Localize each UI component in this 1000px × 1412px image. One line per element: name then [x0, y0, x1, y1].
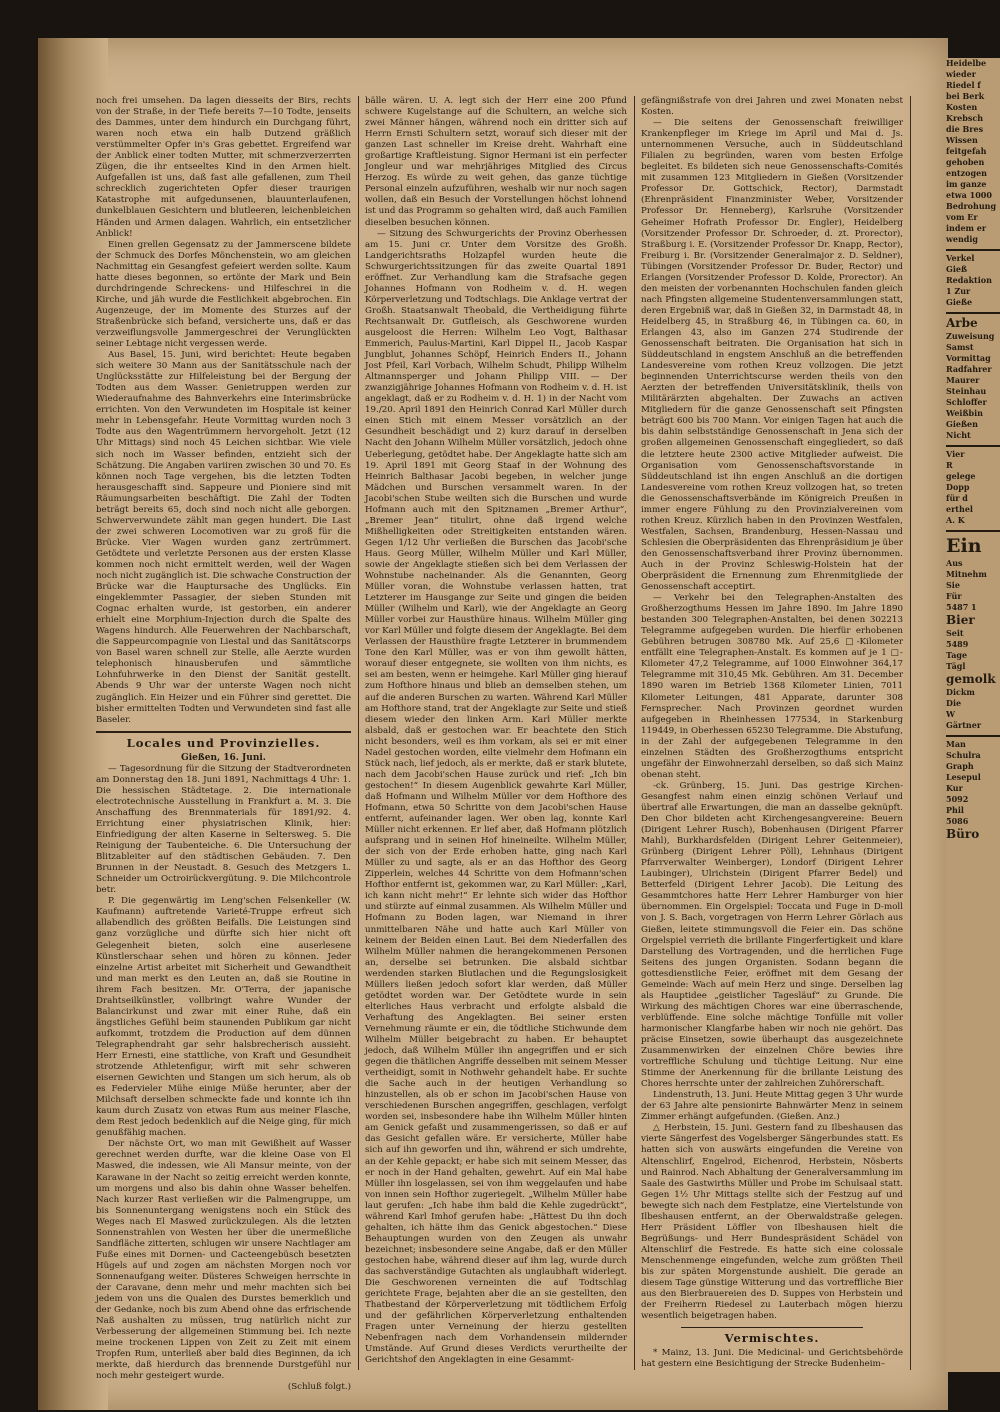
- dateline: Gießen, 16. Juni.: [181, 752, 266, 763]
- adjacent-page-fragment: 5487 1: [946, 602, 977, 612]
- adjacent-page-fragment: Bier: [946, 613, 975, 627]
- column-rule: [358, 96, 359, 1370]
- adjacent-page-fragment: Arbe: [946, 312, 1000, 331]
- adjacent-page-fragment: gemolk: [946, 672, 996, 686]
- col2-paragraph: bälle wären. U. A. legt sich der Herr eine 200 Pfund schwere Kugelstange auf die Schultern, an welche sich zwei Männer hängen, während noch ein dritter sich auf Herrn Ernsti Schultern setzt, worauf sich dieser mit der ganzen Last schneller im Kreise dreht. Wahrhaft eine großartige Kraftleistung. Signor Hermani ist ein perfecter Jongleur und war mehrjähriges Mitglied des Circus Herzog. Es würde zu weit gehen, das ganze tüchtige Personal einzeln aufzuführen, weshalb wir nur noch sagen wollen, daß ein Besuch der Vorstellungen höchst lohnend ist und das Programm so gehalten wird, daß auch Familien dieselben besuchen können.: [365, 96, 627, 228]
- adjacent-page-fragment: Dopp: [946, 482, 970, 492]
- adjacent-page-fragment: Riedel f: [946, 80, 981, 90]
- adjacent-page-fragment: Maurer: [946, 375, 980, 385]
- adjacent-page-fragment: Ein: [946, 530, 1000, 558]
- col3-paragraph: -ck. Grünberg, 15. Juni. Das gestrige Kirchen-Gesangfest nahm einen einzig schönen Verlauf und übertraf alle Erwartungen, die man an dasselbe geknüpft. Den Chor bildeten acht Kirchengesangvereine: Beuern (Dirigent Lehrer Rusch), Bobenhausen (Dirigent Pfarrer Mahl), Burkhardsfelden (Dirigent Lehrer Geitenmeier), Grünberg (Dirigent Lehrer Pöll), Lehnhaus (Dirigent Pfarrverwalter Weinberger), Londorf (Dirigent Lehrer Laubinger), Ulrichstein (Dirigent Pfarrer Bedel) und Betterfeld (Dirigent Lehrer Jacob). Die Leitung des Gesammtchores hatte Herr Lehrer Hamburger von hier übernommen. Ein Orgelspiel: Toccata und Fuge in D-moll von J. S. Bach, vorgetragen von Herrn Lehrer Görlach aus Gießen, leitete stimmungsvoll die Feier ein. Das schöne Orgelspiel verrieth die brillante Fingerfertigkeit und klare Darstellung des Vortragenden, und die herrlichen Fuge Seitens des jungen Organisten. Sodann begann die gottesdienstliche Feier, eröffnet mit dem Gesang der Gemeinde: Wach auf mein Herz und singe. Derselben lag als Hauptidee „geistlicher Tagesläuf“ zu Grunde. Die Wirkung des mächtigen Chores war eine überraschende, verblüffende. Eine solche mächtige Tonfülle mit voller harmonischer Klangfarbe haben wir noch nie gehört. Das präcise Einsetzen, sowie überhaupt das ausgezeichnete Zusammenwirken der einzelnen Chöre bewies ihre vortreffliche Schulung und tüchtige Leitung. Nur eine Stimme der Anerkennung für die brillante Leistung des Chores herrschte unter der zahlreichen Zuhörerschaft.: [641, 780, 903, 1090]
- adjacent-page-fragment: Lesepul: [946, 772, 981, 782]
- col3-paragraph: gefängnißstrafe von drei Jahren und zwei Monaten nebst Kosten.: [641, 96, 903, 118]
- adjacent-page-fragment: im ganze: [946, 179, 987, 189]
- section-divider: [96, 731, 351, 733]
- col1-paragraph: Der nächste Ort, wo man mit Gewißheit auf Wasser gerechnet werden durfte, war die kleine Oase von El Maswed, die indessen, wie Ali Mansur meinte, von der Karawane in der Nacht so zeitig erreicht werden konnte, um morgens und also bis dahin ohne Wasser behelfen. Nach kurzer Rast verließen wir die Palmengruppe, um bis Sonnenuntergang wenigstens noch ein Stück des Weges nach El Maswed zurückzulegen. Als die letzten Sonnenstrahlen von Westen her über die unermeßliche Sandfläche zitterten, schlugen wir unsere Nachtlager am Fuße eines mit Dornen- und Cacteengebüsch besetzten Hügels auf und zogen am nächsten Morgen noch vor Sonnenaufgang weiter. Düsteres Schweigen herrschte in der Caravane, denn mehr und mehr machten sich bei jedem von uns die Qualen des Durstes bemerklich und der Gedanke, noch bis zum Abend ohne das erfrischende Naß aushalten zu müssen, trug natürlich nicht zur Verbesserung der allgemeinen Stimmung bei. Ich nezte meine trockenen Lippen von Zeit zu Zeit mit einem Tropfen Rum, unterließ aber bald dies Beginnen, da ich merkte, daß hierdurch das brennende Durstgefühl nur noch mehr gesteigert wurde.: [96, 1139, 351, 1382]
- adjacent-page-fragment: Nicht: [946, 430, 971, 440]
- adjacent-page-fragment: Mitnehm: [946, 569, 987, 579]
- adjacent-page-fragment: Kur: [946, 783, 963, 793]
- adjacent-page-fragment: gehoben: [946, 157, 985, 167]
- adjacent-page-fragment: bei Berk: [946, 91, 985, 101]
- col1-paragraph: Einen grellen Gegensatz zu der Jammerscene bildete der Schmuck des Dorfes Mönchenstein, wo am gleichen Nachmittag ein Gesangfest gefeiert werden sollte. Kaum hatte dieses begonnen, so ertönte der Mark und Bein durchdringende Schreckens- und Hilfeschrei in die Kirche, und jäh wurde die Festlichkeit abgebrochen. Ein Augenzeuge, der im Momente des Sturzes auf der Straßenbrücke sich befand, versicherte uns, daß er das verzweiflungsvolle Jammergeschrei der Verunglückten seiner Lebtage nicht vergessen werde.: [96, 239, 351, 350]
- court-report: — Sitzung des Schwurgerichts der Provinz Oberhessen am 15. Juni cr. Unter dem Vorsitze des Großh. Landgerichtsraths Holzapfel wurden heute die Schwurgerichtssitzungen für das zweite Quartal 1891 eröffnet. Zur Verhandlung kam die Strafsache gegen Johannes Hofmann von Rodheim v. d. H. wegen Körperverletzung und Todtschlags. Die Anklage vertrat der Großh. Staatsanwalt Theobald, die Vertheidigung führte Rechtsanwalt Dr. Gutfleisch, als Geschworene wurden ausgeloost die Herren: Wilhelm Leo Vogt, Balthasar Emmerich, Paulus-Martini, Karl Dippel II., Jacob Kaspar Jungblut, Johannes Schöpf, Heinrich Enders II., Johann Jost Pfeil, Karl Vorbach, Wilhelm Schudt, Philipp Wilhelm Altmannsperger und Johann Philipp VIII. — Der zwanzigjährige Johannes Hofmann von Rodheim v. d. H. ist angeklagt, daß er zu Rodheim v. d. H. 1) in der Nacht vom 19./20. April 1891 den Heinrich Conrad Karl Müller durch einen Stich mit einem Messer vorsätzlich an der Gesundheit beschädigt und 2) kurz darauf in derselben Nacht den Johann Wilhelm Müller vorsätzlich, jedoch ohne Ueberlegung, getödtet habe. Der Angeklagte hatte sich am 19. April 1891 mit Georg Staaf in der Wohnung des Heinrich Balthasar Jacobi begeben, in welcher junge Mädchen und Burschen versammelt waren. In der Jacobi'schen Stube weilten sich die Burschen und wurde Hofmann auch mit den Spitznamen „Bremer Arthur“, „Bremer Jean“ titulirt, ohne daß irgend welche Mißhelligkeiten oder Streitigkeiten entstanden wären. Gegen 1/12 Uhr verließen die Burschen das Jacobi'sche Haus. Georg Müller, Wilhelm Müller und Karl Müller, sowie der Angeklagte stießen sich bei dem Verlassen der Wohnstube nacheinander. Als die Genannten, Georg Müller voran, die Wohnstube verlassen hatten, trat Letzterer im Hausgange zur Seite und gingen die beiden Müller (Wilhelm und Karl), wie der Angeklagte an Georg Müller vorbei zur Hausthüre hinaus. Wilhelm Müller ging vor Karl Müller und folgte diesem der Angeklagte. Bei dem Verlassen der Hausthüre fragte Letzterer in brummendem Tone den Karl Müller, was er von ihm gewollt hätten, worauf dieser entgegnete, sie wollten von ihm nichts, es sei am besten, wenn er heimgehe. Karl Müller ging hierauf zum Hofthore hinaus und blieb an demselben stehen, um auf die anderen Burschen zu warten. Während Karl Müller am Hofthore stand, trat der Angeklagte zur Seite und stieß diesem wieder den linken Arm. Karl Müller merkte alsbald, daß er gestochen war. Er beachtete den Stich nicht besonders, weil es ihm vorkam, als sei er mit einer Nadel gestochen worden, eilte vielmehr dem Hofmann ein Stück nach, lief jedoch, als er merkte, daß er stark blutete, nach dem Jacobi'schen Hause zurück und rief: „Ich bin gestochen!“ In diesem Augenblick gewahrte Karl Müller, daß Hofmann und Wilhelm Müller vor dem Hofthore des Hofmann, etwa 50 Schritte von dem Jacobi'schen Hause entfernt, aufeinander lagen. Wer oben lag, konnte Karl Müller nicht erkennen. Er lief aber, daß Hofmann plötzlich aufsprang und in seinen Hof hineineilte. Wilhelm Müller, der sich von der Erde erhoben hatte, ging nach Karl Müller zu und sagte, als er an das Hofthor des Georg Zipperlein, welches 44 Schritte von dem Hofmann'schen Hofthor entfernt ist, gekommen war, zu Karl Müller: „Karl, ich kann nicht mehr!“ Er lehnte sich wider das Hofthor und stürzte auf einmal zusammen. Als Wilhelm Müller und Hofmann zu Boden lagen, war Niemand in ihrer unmittelbaren Nähe und hatte auch Karl Müller von keinem der Beiden einen Laut. Bei dem Niederfallen des Wilhelm Müller nahmen die herangekommenen Personen an, derselbe sei betrunken. Die alsbald sichtbar werdenden starken Blutlachen und die Regungslosigkeit Müllers ließen jedoch sofort klar werden, daß Müller getödtet worden war. Der Getödtete wurde in sein elterliches Haus verbracht und erfolgte alsbald die Verhaftung des Angeklagten. Bei seiner ersten Vernehmung räumte er ein, die tödtliche Stichwunde dem Wilhelm Müller beigebracht zu haben. Er behauptet jedoch, daß Wilhelm Müller ihn angegriffen und er sich gegen die thätlichen Angriffe desselben mit seinem Messer vertheidigt, somit in Nothwehr gehandelt habe. Er suchte die Sache auch in der heutigen Verhandlung so hinzustellen, als ob er schon im Jacobi'schen Hause von verschiedenen Burschen angegriffen, geschlagen, verfolgt worden sei, insbesondere habe ihn Wilhelm Müller hinten am Genick gefaßt und zusammengerissen, so daß er auf das Gesicht gefallen wäre. Er versicherte, Müller habe sich auf ihn geworfen und ihn, während er sich umdrehte, an der Kehle gepackt; er habe sich mit seinem Messer, das er noch in der Hand gehalten, gewehrt. Auf ein Mal habe Müller ihn losgelassen, sei von ihm weggelaufen und habe von innen sein Hofthor zugeriegelt. „Wilhelm Müller habe laut gerufen: „Ich habe ihm bald die Kehle zugedrückt“, während Karl Imhof gerufen habe: „Hättest Du ihn doch gehalten, ich hätte ihm das Genick abgestochen.“ Diese Behauptungen wurden von den Zeugen als unwahr bezeichnet; insbesondere seine Angabe, daß er den Müller gestochen habe, während dieser auf ihm lag, wurde durch das sachverständige Gutachten als unglaubhaft widerlegt. Die Geschworenen verneinten die auf Todtschlag gerichtete Frage, bejahten aber die an sie gestellten, den Thatbestand der Körperverletzung mit tödtlichem Erfolg und der gefährlichen Körperverletzung enthaltenden Fragen unter Verneinung der hierzu gestellten Nebenfragen nach dem Vorhandensein mildernder Umstände. Auf Grund dieses Verdicts verurtheilte der Gerichtshof den Angeklagten in eine Gesammt-: [365, 228, 627, 1366]
- adjacent-page-fragment: Gieße: [946, 297, 973, 307]
- adjacent-page-fragment: Heidelbe: [946, 58, 987, 68]
- section-divider: [681, 1327, 863, 1328]
- adjacent-page-fragment: Zuweisung: [946, 331, 995, 341]
- adjacent-page-fragment: vom Er: [946, 212, 978, 222]
- adjacent-page-fragment: Schulra: [946, 750, 981, 760]
- newspaper-page: [38, 38, 948, 1410]
- adjacent-page-fragment: Verkel: [946, 249, 1000, 264]
- adjacent-page-fragment: Man: [946, 735, 1000, 750]
- adjacent-page-fragment: Redaktion: [946, 275, 992, 285]
- adjacent-page-edge: [946, 58, 1000, 1372]
- adjacent-page-fragment: 1 Zur: [946, 286, 971, 296]
- col3-paragraph: * Mainz, 13. Juni. Die Medicinal- und Gerichtsbehörde hat gestern eine Besichtigung der Strecke Budenheim–: [641, 1348, 903, 1370]
- adjacent-page-fragment: Seit: [946, 628, 964, 638]
- adjacent-page-fragment: wieder: [946, 69, 976, 79]
- adjacent-page-fragment: Graph: [946, 761, 974, 771]
- adjacent-page-fragment: Schloffer: [946, 397, 987, 407]
- col3-paragraph: — Verkehr bei den Telegraphen-Anstalten des Großherzogthums Hessen im Jahre 1890. Im Jahre 1890 bestanden 300 Telegraphen-Anstalten, bei denen 302213 Telegramme aufgegeben wurden. Die hierfür erhobenen Gebühren betrugen 308780 Mk. Auf 25,6 □-Kilometer entfällt eine Telegraphen-Anstalt. Es kommen auf je 1 □-Kilometer 47,2 Telegramme, auf 1000 Einwohner 364,17 Telegramme mit 310,45 Mk. Gebühren. Am 31. December 1890 waren im Betrieb 1368 Kilometer Linien, 7011 Kilometer Leitungen, 481 Apparate, darunter 308 Fernsprecher. Nach Provinzen geordnet wurden aufgegeben in Rheinhessen 177534, in Starkenburg 119449, in Oberhessen 65230 Telegramme. Die Abstufung, in der Zahl der aufgegebenen Telegramme in den einzelnen Städten des Großherzogthums entspricht ungefähr der Einwohnerzahl derselben, so daß sich Mainz obenan steht.: [641, 593, 903, 780]
- adjacent-page-fragment: Steinhau: [946, 386, 987, 396]
- adjacent-page-fragment: Büro: [946, 827, 980, 841]
- adjacent-page-fragment: Weißbin: [946, 408, 983, 418]
- adjacent-page-fragment: Phil: [946, 805, 964, 815]
- col1-paragraph: noch frei umsehen. Da lagen diesseits der Birs, rechts von der Straße, in der Tiefe bereits 7—10 Todte, jenseits des Dammes, unter dem hindurch ein Durchgang führt, waren noch etwa ein halb Dutzend gräßlich verstümmelter Opfer in's Gras gebettet. Ergreifend war der Anblick einer todten Mutter, mit schmerzverzerrten Zügen, die ihr entseeltes Kind in den Armen hielt. Aufgefallen ist uns, daß fast alle gefallenen, zum Theil schrecklich zugerichteten Opfer dieser traurigen Katastrophe mit aufgedunsenen, blauunterlaufenen, dunkelblauen Gesichtern und blutleeren, leichenbleichen Händen und Armen dalagen. Wahrlich, ein entsetzlicher Anblick!: [96, 96, 351, 239]
- adjacent-page-fragment: 5092: [946, 794, 969, 804]
- column-2: [365, 96, 627, 1370]
- adjacent-page-fragment: Wissen: [946, 135, 978, 145]
- adjacent-page-fragment: Gießen: [946, 419, 978, 429]
- adjacent-page-fragment: erthel: [946, 504, 973, 514]
- adjacent-page-fragment: Für: [946, 591, 962, 601]
- column-rule: [910, 96, 911, 1370]
- adjacent-page-fragment: Radfahrer: [946, 364, 992, 374]
- adjacent-page-fragment: Bedrohung: [946, 201, 997, 211]
- adjacent-page-fragment: Aus: [946, 558, 963, 568]
- section-heading: Vermischtes.: [724, 1331, 820, 1346]
- adjacent-page-fragment: die Bres: [946, 124, 984, 134]
- adjacent-page-fragment: Kosten: [946, 102, 978, 112]
- section-heading: Locales und Provinzielles.: [126, 735, 321, 750]
- adjacent-page-fragment: A. K: [946, 515, 965, 525]
- adjacent-page-fragment: feitgefah: [946, 146, 987, 156]
- adjacent-page-fragment: wendig: [946, 234, 979, 244]
- adjacent-page-fragment: etwa 1000: [946, 190, 992, 200]
- adjacent-page-fragment: 5086: [946, 816, 969, 826]
- adjacent-page-fragment: Gärtner: [946, 720, 982, 730]
- column-3: [641, 96, 903, 1370]
- adjacent-page-fragment: entzogen: [946, 168, 987, 178]
- col1-paragraph: P. Die gegenwärtig im Leng'schen Felsenkeller (W. Kaufmann) auftretende Varieté-Truppe erfreut sich allabendlich des größten Beifalls. Die Leistungen sind ganz vorzügliche und dürfte sich hier nicht oft Gelegenheit bieten, solch eine auserlesene Künstlerschaar sehen und hören zu können. Jeder einzelne Artist arbeitet mit Sicherheit und Gewandtheit und man merkt es den Leuten an, daß sie Routine in ihrem Fach besitzen. Mr. O'Terra, der japanische Drahtseilkünstler, vollbringt wahre Wunder der Balancirkunst und zwar mit einer Ruhe, daß ein ängstliches Gefühl beim staunenden Publikum gar nicht aufkommt, trotzdem die Production auf dem dünnen Telegraphendraht gar sehr halsbrecherisch aussieht. Herr Ernesti, eine stattliche, von Kraft und Gesundheit strotzende Athletenfigur, wirft mit sehr schweren eisernen Gewichten und Stangen um sich herum, als ob es Federvieler Mühe einige Müße herunter, aber der Milchsaft derselben schmeckte fade und konnte ich ihn kaum durch Zusatz von etwas Rum aus meiner Flasche, dem Rest jedoch bedenklich auf die Neige ging, für mich genußfähig machen.: [96, 896, 351, 1139]
- adjacent-page-fragment: W: [946, 709, 955, 719]
- adjacent-page-fragment: Gieß: [946, 264, 968, 274]
- adjacent-page-fragment: Krebsch: [946, 113, 984, 123]
- adjacent-page-fragment: Tägl: [946, 661, 966, 671]
- adjacent-page-fragment: indem er: [946, 223, 987, 233]
- adjacent-page-fragment: Dickm: [946, 687, 975, 697]
- column-rule: [634, 96, 635, 1370]
- adjacent-page-fragment: 5489: [946, 639, 969, 649]
- adjacent-page-fragment: Samst: [946, 342, 974, 352]
- column-1: [96, 96, 351, 1393]
- continued-note: (Schluß folgt.): [287, 1382, 351, 1393]
- adjacent-page-fragment: Vier: [946, 445, 1000, 460]
- col3-paragraph: — Die seitens der Genossenschaft freiwilliger Krankenpfleger im Kriege im April und Mai d. Js. unternommenen Versuche, auch in Süddeutschland Filialen zu begründen, waren vom besten Erfolge begleitet. Es bildeten sich neue Genossenschafts-Comités mit zusammen 123 Mitgliedern in Gießen (Vorsitzender Professor Dr. Gottschick, Rector), Darmstadt (Ehrenpräsident Finanzminister Weber, Vorsitzender Professor Dr. Henneberg), Karlsruhe (Vorsitzender Geheimer Hofrath Professor Dr. Engler), Heidelberg (Vorsitzender Professor Dr. Schroeder, d. zt. Prorector), Straßburg i. E. (Vorsitzender Professor Dr. Knapp, Rector), Freiburg i. Br. (Vorsitzender Generalmajor z. D. Seldner), Tübingen (Vorsitzender Professor Dr. Buder, Rector) und Erlangen (Vorsitzender Professor D. Kolde, Prorector). An den meisten der vorbenannten Hochschulen fanden gleich nach Pfingsten allgemeine Studentenversammlungen statt, deren Ergebniß war, daß in Gießen 32, in Darmstadt 48, in Heidelberg 45, in Straßburg 46, in Tübingen ca. 60, in Erlangen 43, also im Ganzen 274 Studirende der Genossenschaft beitraten. Die Organisation hat sich in Süddeutschland in engstem Anschluß an die betreffenden Landesvereine vom rothen Kreuz vollzogen. Die jetzt beginnenden Unterrichtscurse werden theils von den Aerzten der betreffenden Universitätsklinik, theils von Militärärzten abgehalten. Der Zuwachs an activen Mitgliedern für die ganze Genossenschaft seit Pfingsten beträgt 600 bis 700 Mann. Vor einigen Tagen hat auch die bis dahin selbstständige Genossenschaft in Jena sich der großen allgemeinen Genossenschaft eingegliedert, so daß die letztere heute 2300 active Mitglieder aufweist. Die Organisation vom Genossenschaftsvorstande in Süddeutschland ist ihn engen Anschluß an die dortigen Landesvereine vom rothen Kreuz vollzogen hat, so treten die Genossenschaftsverbände im Königreich Preußen in immer engere Fühlung zu den Provinzialvereinen vom rothen Kreuz. Kürzlich haben in den Provinzen Westfalen, Westfalen, Sachsen, Brandenburg, Hessen-Nassau und Schlesien die Oberpräsidenten das Ehrenpräsidium je über den Genossenschaftsverband ihrer Provinz übernommen. Auch in der Provinz Schleswig-Holstein hat der Oberpräsident die Ernennung zum Ehrenmitgliede der Genossenschaft acceptirt.: [641, 118, 903, 593]
- col3-paragraph: △ Herbstein, 15. Juni. Gestern fand zu Ilbeshausen das vierte Sängerfest des Vogelsberger Sängerbundes statt. Es hatten sich von auswärts eingefunden die Vereine von Altenschlirf, Engelrod, Eichenrod, Herbstein, Nösberts und Rainrod. Nach Abhaltung der Generalversammlung im Saale des Gastwirths Müller und Probe im Schulsaal statt. Gegen 1½ Uhr Mittags stellte sich der Festzug auf und bewegte sich nach dem Festplatze, eine Viertelstunde von Ilbeshausen entfernt, an der Oberwaldstraße gelegen. Herr Präsident Löffler von Ilbeshausen hielt die Begrüßungs- und Herr Bundespräsident Schädel von Altenschlirf die Festrede. Es hatte sich eine colossale Menschenmenge eingefunden, welche zum größten Theil bis zur späten Morgenstunde aushielt. Die gerade an diesem Tage günstige Witterung und das vortreffliche Bier aus den Bierbrauereien des D. Suppes von Herbstein und der Freiherrn Riedesel zu Lauterbach mögen hierzu wesentlich beigetragen haben.: [641, 1123, 903, 1322]
- adjacent-page-fragment: Sie: [946, 580, 960, 590]
- adjacent-page-fragment: gelege: [946, 471, 976, 481]
- adjacent-page-fragment: Die: [946, 698, 962, 708]
- adjacent-page-fragment: Tage: [946, 650, 968, 660]
- adjacent-page-fragment: für d: [946, 493, 968, 503]
- adjacent-page-fragment: R: [946, 460, 953, 470]
- col3-paragraph: Lindenstruth, 13. Juni. Heute Mittag gegen 3 Uhr wurde der 63 Jahre alte pensionirte Bahnwärter Menz in seinem Zimmer erhängt aufgefunden. (Gießen. Anz.): [641, 1090, 903, 1123]
- col1-paragraph: — Tagesordnung für die Sitzung der Stadtverordneten am Donnerstag den 18. Juni 1891, Nachmittags 4 Uhr: 1. Die hessischen Städtetage. 2. Die internationale electrotechnische Ausstellung in Frankfurt a. M. 3. Die Anschaffung des Brennmaterials für 1891/92. 4. Errichtung einer physiatrischen Klinik, hier: Einfriedigung der alten Kaserne in Seltersweg. 5. Die Reinigung der Taubenteiche. 6. Die Untersuchung der Blitzableiter auf den städtischen Gebäuden. 7. Den Brunnen in der Neustadt. 8. Gesuch des Metzgers L. Schneider um Octroirückvergütung. 9. Die Milchcontrole betr.: [96, 763, 351, 896]
- adjacent-page-fragment: Vormittag: [946, 353, 991, 363]
- col1-paragraph: Aus Basel, 15. Juni, wird berichtet: Heute begaben sich weitere 30 Mann aus der Sanitätsschule nach der Unglücksstätte zur Hilfeleistung bei der Bergung der Todten aus dem Wasser. Genietruppen werden zur Wiederaufnahme des Bahnverkehrs eine Interimsbrücke errichten. Von den Verwundeten im Hospitale ist keiner mehr in Lebensgefahr. Heute Vormittag wurden noch 3 Todte aus den Wagentrümmern hervorgeholt. Jetzt (12 Uhr Mittags) sind noch 45 Leichen sichtbar. Wie viele sich noch im Wasser befinden, entzieht sich der Schätzung. Die Angaben variiren zwischen 30 und 70. Es können noch Tage vergehen, bis die letzten Todten herausgeschafft sind. Sappeure und Pioniere sind mit Räumungsarbeiten beschäftigt. Die Zahl der Todten beträgt bereits 65, doch sind noch nicht alle geborgen. Schwerverwundete zählt man gegen hundert. Die Last der zwei schweren Locomotiven war zu groß für die Brücke. Vier Wagen wurden ganz zertrümmert. Getödtete und verletzte Personen aus der ersten Klasse kommen noch nicht ermittelt werden, weil der Wagen noch nicht zugänglich ist. Die schwache Construction der Brücke war die Hauptursache des Unglücks. Ein eingeklemmter Passagier, der sieben Stunden mit Cognac erhalten wurde, ist gestorben, ein anderer erhielt eine Morphium-Injection durch die Spalte des Wagens hindurch. Alle Feuerwehren der Nachbarschaft, die Sappeurcompagnie von Liestal und das Sanitätscorps von Basel waren schnell zur Stelle, alle Aerzte wurden telephonisch hinausberufen und sämmtliche Lohnfuhrwerke in den Dienst der Sanität gestellt. Abends 9 Uhr war der unterste Wagen noch nicht zugänglich. Ein Heizer und ein Führer sind gerettet. Die bisher ermittelten Todten und Verwundeten sind fast alle Baseler.: [96, 350, 351, 725]
